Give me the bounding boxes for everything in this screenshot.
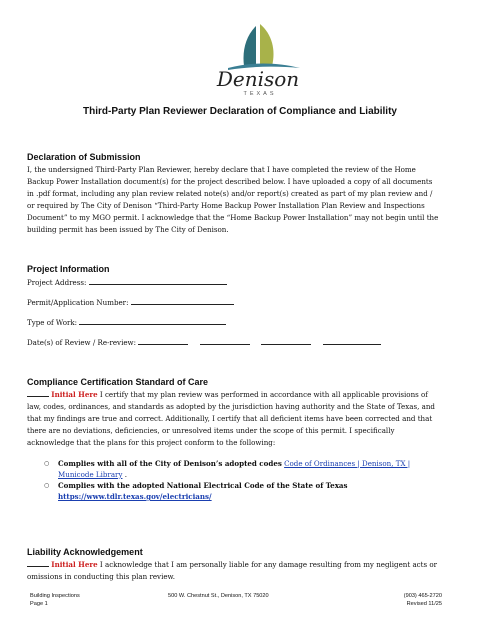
footer-department: Building Inspections bbox=[30, 593, 80, 599]
project-address-label: Project Address: bbox=[27, 278, 87, 287]
type-of-work-row bbox=[27, 317, 226, 327]
bullet-electrical-code bbox=[44, 480, 428, 502]
declaration-line: in .pdf format, including any plan review related note(s) and/or report(s) created as part of my plan review and / bbox=[27, 189, 433, 198]
liability-paragraph bbox=[27, 559, 459, 583]
declaration-line: Document” to my MGO permit. I acknowledge that the “Home Backup Power Installation” may not begin until the bbox=[27, 213, 439, 222]
logo-wordmark: Denison bbox=[216, 67, 300, 91]
declaration-line: building permit has been issued by The City of Denison. bbox=[27, 225, 229, 234]
footer-right bbox=[380, 593, 442, 608]
tdlr-link[interactable]: https://www.tdlr.texas.gov/electricians/ bbox=[58, 492, 212, 501]
declaration-line: I, the undersigned Third-Party Plan Reviewer, hereby declare that I have completed the review of the Home bbox=[27, 165, 416, 174]
type-of-work-field[interactable] bbox=[79, 317, 226, 325]
declaration-line: or required by The City of Denison “Third-Party Home Backup Power Installation Plan Review and Inspections bbox=[27, 201, 425, 210]
compliance-line: that my findings are true and correct. Additionally, I certify that all deficient items have been corrected and that bbox=[27, 414, 433, 423]
liability-heading: Liability Acknowledgement bbox=[27, 547, 143, 557]
liability-line bbox=[27, 559, 459, 571]
liability-initial-label: Initial Here bbox=[51, 560, 98, 569]
compliance-initial-label: Initial Here bbox=[51, 390, 98, 399]
liability-line: omissions in conducting this plan review. bbox=[27, 572, 176, 581]
review-dates-label: Date(s) of Review / Re-review: bbox=[27, 338, 136, 347]
bullet-city-codes-tail: . bbox=[122, 470, 127, 479]
declaration-line: Backup Power Installation document(s) for the project described below. I have uploaded a copy of all documents bbox=[27, 177, 433, 186]
bullet-city-codes bbox=[44, 458, 428, 480]
review-date-field-1[interactable] bbox=[138, 337, 188, 345]
bullet-circle-icon: ○ bbox=[44, 482, 50, 489]
project-address-field[interactable] bbox=[89, 277, 227, 285]
review-date-field-3[interactable] bbox=[261, 337, 311, 345]
compliance-line: law, codes, ordinances, and standards as adopted by the jurisdiction having authority and the State of Texas, and bbox=[27, 402, 435, 411]
compliance-paragraph bbox=[27, 389, 459, 449]
city-logo bbox=[188, 22, 328, 97]
footer-address: 500 W. Chestnut St., Denison, TX 75020 bbox=[168, 593, 269, 599]
liability-line-text: I acknowledge that I am personally liable for any damage resulting from my negligent acts or bbox=[99, 560, 438, 569]
compliance-line: acknowledge that the plans for this project conform to the following: bbox=[27, 438, 276, 447]
compliance-line: there are no deviations, deficiencies, or unresolved items under the scope of this permit. I specifically bbox=[27, 426, 395, 435]
footer-page-number: Page 1 bbox=[30, 600, 48, 607]
footer-left bbox=[30, 593, 80, 608]
logo-subtext: TEXAS bbox=[243, 91, 277, 97]
permit-number-row bbox=[27, 297, 234, 307]
permit-number-label: Permit/Application Number: bbox=[27, 298, 129, 307]
municode-library-link[interactable]: Municode Library bbox=[58, 470, 123, 479]
compliance-line bbox=[27, 389, 459, 401]
permit-number-field[interactable] bbox=[131, 297, 234, 305]
review-date-field-4[interactable] bbox=[323, 337, 381, 345]
compliance-initial-field[interactable] bbox=[27, 389, 49, 397]
type-of-work-label: Type of Work: bbox=[27, 318, 78, 327]
liability-initial-field[interactable] bbox=[27, 559, 49, 567]
bullet-circle-icon: ○ bbox=[44, 460, 50, 467]
review-dates-row bbox=[27, 337, 381, 347]
footer-revised: Revised 11/25 bbox=[406, 600, 442, 607]
declaration-paragraph bbox=[27, 164, 459, 236]
bullet-city-codes-text: Complies with all of the City of Denison’s adopted codes bbox=[58, 459, 282, 468]
compliance-heading: Compliance Certification Standard of Care bbox=[27, 377, 209, 387]
compliance-line-text: I certify that my plan review was performed in accordance with all applicable provisions of bbox=[99, 390, 428, 399]
project-address-row bbox=[27, 277, 227, 287]
municode-link[interactable]: Code of Ordinances | Denison, TX | bbox=[284, 459, 411, 468]
bullet-electrical-code-text: Complies with the adopted National Electrical Code of the State of Texas bbox=[58, 481, 348, 490]
project-heading: Project Information bbox=[27, 264, 110, 274]
declaration-heading: Declaration of Submission bbox=[27, 152, 141, 162]
review-date-field-2[interactable] bbox=[200, 337, 250, 345]
footer-phone: (903) 465-2720 bbox=[403, 593, 442, 599]
page-title: Third-Party Plan Reviewer Declaration of Compliance and Liability bbox=[83, 106, 397, 117]
